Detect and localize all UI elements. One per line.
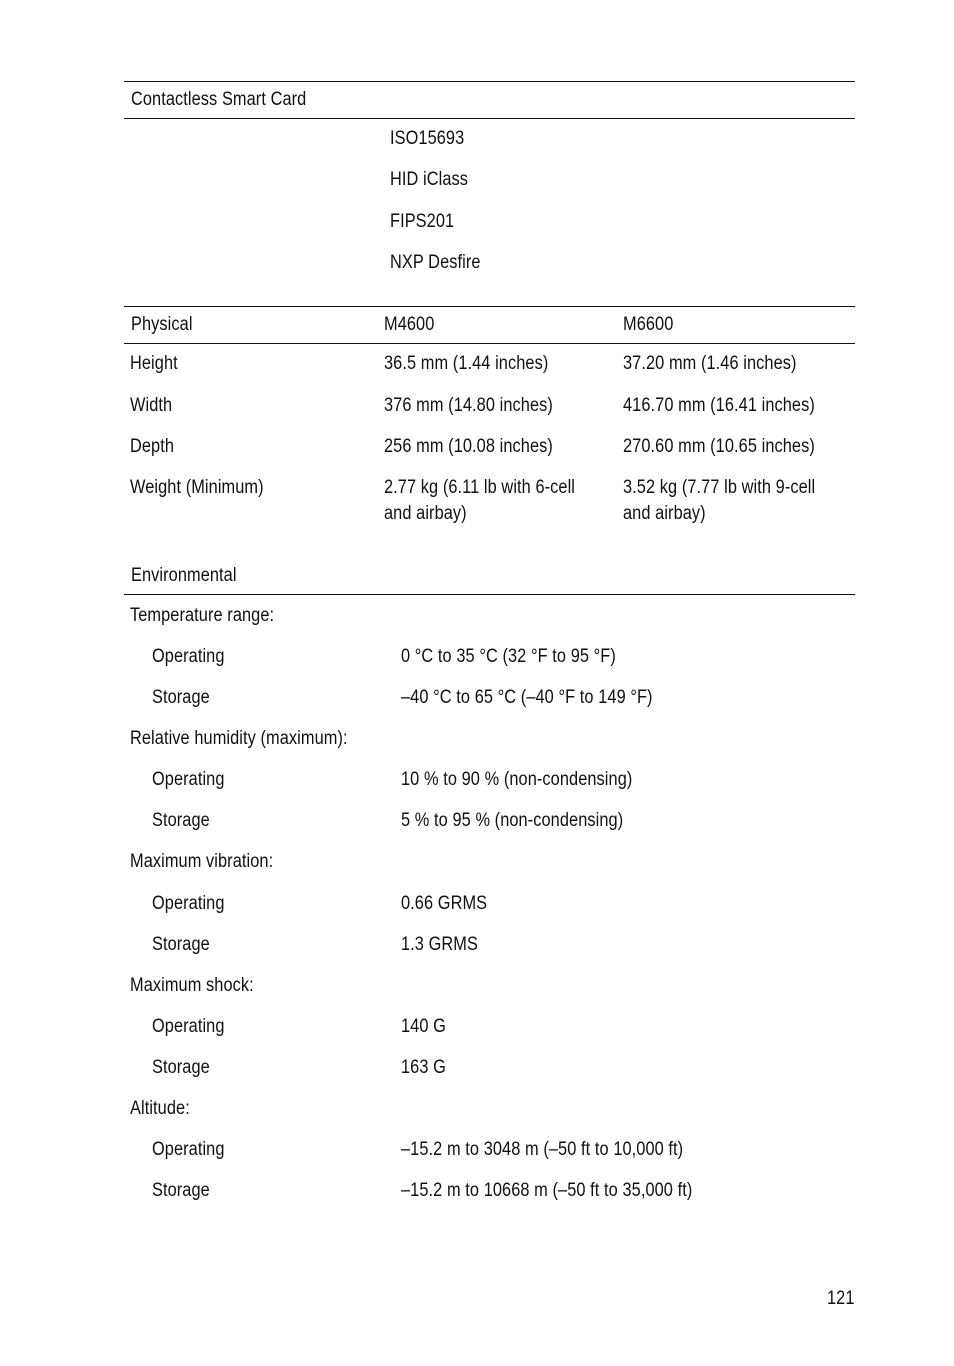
m6600-value: 3.52 kg (7.77 lb with 9-cell and airbay) xyxy=(623,477,816,524)
table-header-rule xyxy=(124,594,855,595)
group-label: Maximum shock: xyxy=(130,975,254,996)
group-label: Temperature range: xyxy=(130,605,275,626)
m4600-value: 36.5 mm (1.44 inches) xyxy=(384,353,549,374)
page-number: 121 xyxy=(827,1288,855,1309)
physical-header: Physical xyxy=(131,314,193,335)
smart-card-item: ISO15693 xyxy=(390,128,465,149)
row-label: Storage xyxy=(152,934,210,955)
row-value: –15.2 m to 10668 m (–50 ft to 35,000 ft) xyxy=(401,1180,693,1201)
row-value: 10 % to 90 % (non-condensing) xyxy=(401,769,633,790)
group-label: Maximum vibration: xyxy=(130,851,274,872)
m6600-value: 270.60 mm (10.65 inches) xyxy=(623,436,815,457)
row-label: Storage xyxy=(152,1057,210,1078)
row-label: Operating xyxy=(152,646,225,667)
m6600-header: M6600 xyxy=(623,314,674,335)
row-label: Storage xyxy=(152,1180,210,1201)
m6600-value: 416.70 mm (16.41 inches) xyxy=(623,395,815,416)
row-value: 1.3 GRMS xyxy=(401,934,478,955)
m4600-value: 2.77 kg (6.11 lb with 6-cell and airbay) xyxy=(384,477,576,524)
m4600-header: M4600 xyxy=(384,314,435,335)
group-label: Relative humidity (maximum): xyxy=(130,728,348,749)
m4600-value: 376 mm (14.80 inches) xyxy=(384,395,553,416)
group-label: Altitude: xyxy=(130,1098,190,1119)
table-header-rule xyxy=(124,118,855,119)
row-label: Operating xyxy=(152,893,225,914)
row-label: Depth xyxy=(130,436,175,457)
smart-card-item: HID iClass xyxy=(390,169,469,190)
row-label: Width xyxy=(130,395,173,416)
row-value: 163 G xyxy=(401,1057,446,1078)
row-label: Operating xyxy=(152,1139,225,1160)
smart-card-item: FIPS201 xyxy=(390,211,455,232)
row-value: 140 G xyxy=(401,1016,446,1037)
smart-card-title: Contactless Smart Card xyxy=(131,89,307,110)
table-top-rule xyxy=(124,306,855,307)
row-value: 0 °C to 35 °C (32 °F to 95 °F) xyxy=(401,646,616,667)
row-label: Height xyxy=(130,353,178,374)
row-value: –15.2 m to 3048 m (–50 ft to 10,000 ft) xyxy=(401,1139,684,1160)
table-top-rule xyxy=(124,81,855,82)
row-label: Storage xyxy=(152,687,210,708)
row-value: 0.66 GRMS xyxy=(401,893,488,914)
m6600-value: 37.20 mm (1.46 inches) xyxy=(623,353,797,374)
m4600-value: 256 mm (10.08 inches) xyxy=(384,436,553,457)
row-label: Storage xyxy=(152,810,210,831)
row-label: Operating xyxy=(152,769,225,790)
row-value: 5 % to 95 % (non-condensing) xyxy=(401,810,624,831)
row-label: Weight (Minimum) xyxy=(130,477,264,498)
smart-card-item: NXP Desfire xyxy=(390,252,481,273)
row-value: –40 °C to 65 °C (–40 °F to 149 °F) xyxy=(401,687,653,708)
row-label: Operating xyxy=(152,1016,225,1037)
environmental-title: Environmental xyxy=(131,565,237,586)
table-header-rule xyxy=(124,343,855,344)
